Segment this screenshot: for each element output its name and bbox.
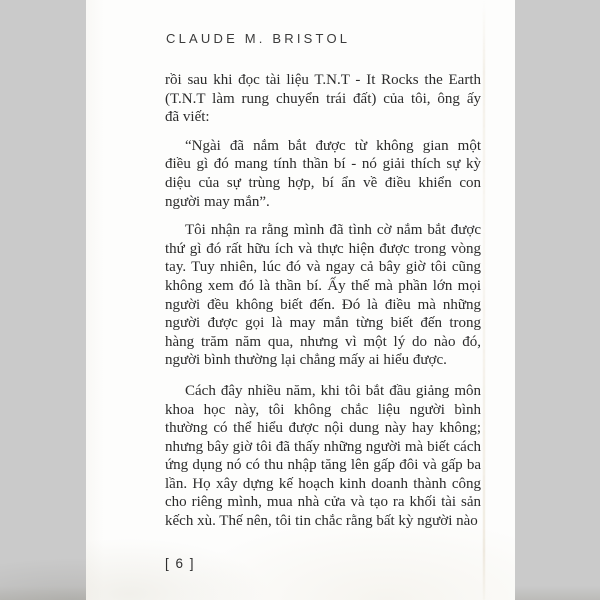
text-line: “Ngài đã nắm bắt được từ không gian một xyxy=(185,137,481,154)
body-text xyxy=(165,71,481,541)
text-line: người bình thường lại chẳng mấy ai hiểu được. xyxy=(165,352,447,369)
paragraph xyxy=(165,71,481,127)
text-line: hàng trăm năm qua, nhưng vì một lý do nào đó, xyxy=(165,333,481,350)
running-header: CLAUDE M. BRISTOL xyxy=(166,31,351,46)
text-line: (T.N.T làm rung chuyển trái đất) của tôi, ông ấy xyxy=(165,90,481,107)
text-line: kếch xù. Thế nên, tôi tin chắc rằng bất kỳ người nào xyxy=(165,513,478,530)
text-line: không xem đó là thần bí. Ấy thế mà phần lớn mọi xyxy=(165,277,481,294)
page-number: [ 6 ] xyxy=(165,556,196,571)
page-crease xyxy=(483,0,485,600)
text-line: diệu của sự trùng hợp, bí ẩn về điều khiển con xyxy=(165,174,481,191)
text-line: nhưng bây giờ tôi đã thấy những người mà biết cách xyxy=(165,438,481,455)
paragraph xyxy=(165,382,481,531)
text-line: điều gì đó mang tính thần bí - nó giải thích sự kỳ xyxy=(165,156,481,173)
text-line: lần. Họ xây dựng kế hoạch kinh doanh thành công xyxy=(165,475,481,492)
text-line: rồi sau khi đọc tài liệu T.N.T - It Rocks the Earth xyxy=(165,72,481,88)
text-line: thường có thể hiểu được nội dung này hay không; xyxy=(165,420,481,437)
text-line: người may mắn”. xyxy=(165,193,270,210)
text-line: cho riêng mình, mua nhà cửa và tạo ra khối tài sản xyxy=(165,494,481,511)
text-line: ứng dụng nó có thu nhập tăng lên gấp đôi và gấp ba xyxy=(165,457,481,474)
text-line: đã viết: xyxy=(165,109,210,126)
text-line: khoa học này, tôi không chắc liệu người bình xyxy=(165,401,481,418)
text-line: tay. Tuy nhiên, lúc đó và ngay cả bây giờ tôi cũng xyxy=(165,259,481,276)
text-line: Cách đây nhiều năm, khi tôi bắt đầu giảng môn xyxy=(185,382,481,399)
text-line: thứ gì đó rất hữu ích và thực hiện được trong vòng xyxy=(165,240,481,257)
text-line: người đều không biết đến. Đó là điều mà những xyxy=(165,296,481,313)
paragraph xyxy=(165,221,481,370)
book-page xyxy=(86,0,515,600)
text-line: người được gọi là may mắn từng biết đến trong xyxy=(165,315,481,332)
text-line: Tôi nhận ra rằng mình đã tình cờ nắm bắt được xyxy=(185,222,481,239)
paragraph-quote xyxy=(165,137,481,211)
